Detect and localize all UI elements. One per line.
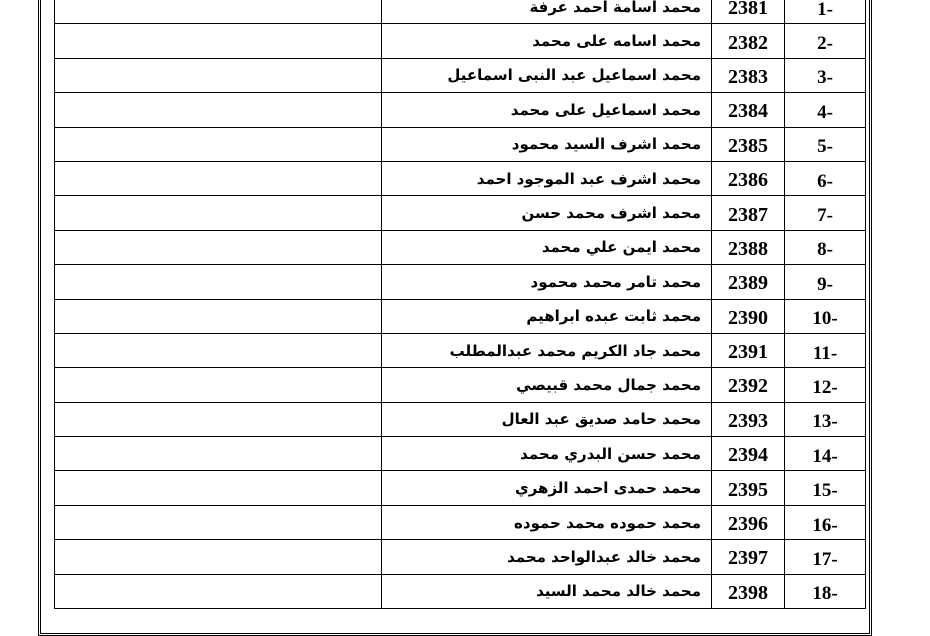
table-row	[55, 540, 866, 574]
blank-cell	[55, 505, 382, 539]
table-row	[55, 368, 866, 402]
seat-number-cell: 2396	[712, 505, 785, 539]
table-body	[55, 0, 866, 609]
row-number-cell: -2	[785, 24, 866, 58]
seat-number-cell: 2393	[712, 402, 785, 436]
student-name-cell: محمد ثابت عبده ابراهيم	[382, 299, 712, 333]
row-number-cell: -3	[785, 58, 866, 92]
row-number-cell: -9	[785, 265, 866, 299]
student-name-cell: محمد خالد عبدالواحد محمد	[382, 540, 712, 574]
blank-cell	[55, 299, 382, 333]
seat-number-cell: 2382	[712, 24, 785, 58]
table-row	[55, 333, 866, 367]
seat-number-cell: 2385	[712, 127, 785, 161]
student-name-cell: محمد اسامه على محمد	[382, 24, 712, 58]
blank-cell	[55, 402, 382, 436]
row-number-cell: -6	[785, 161, 866, 195]
student-name-cell: محمد اشرف عبد الموجود احمد	[382, 161, 712, 195]
seat-number-cell: 2392	[712, 368, 785, 402]
seat-number-cell: 2395	[712, 471, 785, 505]
table-row	[55, 93, 866, 127]
seat-number-cell: 2394	[712, 437, 785, 471]
table-row	[55, 24, 866, 58]
row-number-cell: -17	[785, 540, 866, 574]
row-number-cell: -16	[785, 505, 866, 539]
row-number-cell: -18	[785, 574, 866, 608]
blank-cell	[55, 333, 382, 367]
student-name-cell: محمد اشرف محمد حسن	[382, 196, 712, 230]
seat-number-cell: 2389	[712, 265, 785, 299]
table-row	[55, 230, 866, 264]
row-number-cell: -1	[785, 0, 866, 24]
student-name-cell: محمد جاد الكريم محمد عبدالمطلب	[382, 333, 712, 367]
row-number-cell: -14	[785, 437, 866, 471]
table-row	[55, 402, 866, 436]
blank-cell	[55, 574, 382, 608]
blank-cell	[55, 0, 382, 24]
student-name-cell: محمد حامد صديق عبد العال	[382, 402, 712, 436]
row-number-cell: -4	[785, 93, 866, 127]
table-row	[55, 0, 866, 24]
seat-number-cell: 2398	[712, 574, 785, 608]
blank-cell	[55, 471, 382, 505]
table-row	[55, 437, 866, 471]
table-row	[55, 196, 866, 230]
blank-cell	[55, 127, 382, 161]
blank-cell	[55, 58, 382, 92]
row-number-cell: -7	[785, 196, 866, 230]
student-name-cell: محمد حموده محمد حموده	[382, 505, 712, 539]
blank-cell	[55, 196, 382, 230]
seat-number-cell: 2387	[712, 196, 785, 230]
row-number-cell: -8	[785, 230, 866, 264]
student-name-cell: محمد حمدى احمد الزهري	[382, 471, 712, 505]
blank-cell	[55, 437, 382, 471]
seat-number-cell: 2390	[712, 299, 785, 333]
row-number-cell: -5	[785, 127, 866, 161]
table-row	[55, 127, 866, 161]
row-number-cell: -10	[785, 299, 866, 333]
seat-number-cell: 2386	[712, 161, 785, 195]
student-name-cell: محمد حسن البدري محمد	[382, 437, 712, 471]
student-name-cell: محمد اسامة احمد عرفة	[382, 0, 712, 24]
table-row	[55, 58, 866, 92]
blank-cell	[55, 265, 382, 299]
student-name-cell: محمد جمال محمد قبيصي	[382, 368, 712, 402]
row-number-cell: -11	[785, 333, 866, 367]
table-row	[55, 161, 866, 195]
seat-number-cell: 2391	[712, 333, 785, 367]
student-name-cell: محمد اسماعيل عبد النبى اسماعيل	[382, 58, 712, 92]
student-name-cell: محمد تامر محمد محمود	[382, 265, 712, 299]
blank-cell	[55, 161, 382, 195]
table-row	[55, 299, 866, 333]
student-name-cell: محمد خالد محمد السيد	[382, 574, 712, 608]
student-table	[54, 0, 866, 609]
student-name-cell: محمد اشرف السيد محمود	[382, 127, 712, 161]
row-number-cell: -15	[785, 471, 866, 505]
student-name-cell: محمد اسماعيل على محمد	[382, 93, 712, 127]
seat-number-cell: 2381	[712, 0, 785, 24]
blank-cell	[55, 230, 382, 264]
student-name-cell: محمد ايمن علي محمد	[382, 230, 712, 264]
table-row	[55, 505, 866, 539]
row-number-cell: -12	[785, 368, 866, 402]
seat-number-cell: 2388	[712, 230, 785, 264]
row-number-cell: -13	[785, 402, 866, 436]
seat-number-cell: 2383	[712, 58, 785, 92]
blank-cell	[55, 93, 382, 127]
blank-cell	[55, 540, 382, 574]
seat-number-cell: 2397	[712, 540, 785, 574]
blank-cell	[55, 368, 382, 402]
table-row	[55, 265, 866, 299]
seat-number-cell: 2384	[712, 93, 785, 127]
blank-cell	[55, 24, 382, 58]
table-row	[55, 471, 866, 505]
table-row	[55, 574, 866, 608]
